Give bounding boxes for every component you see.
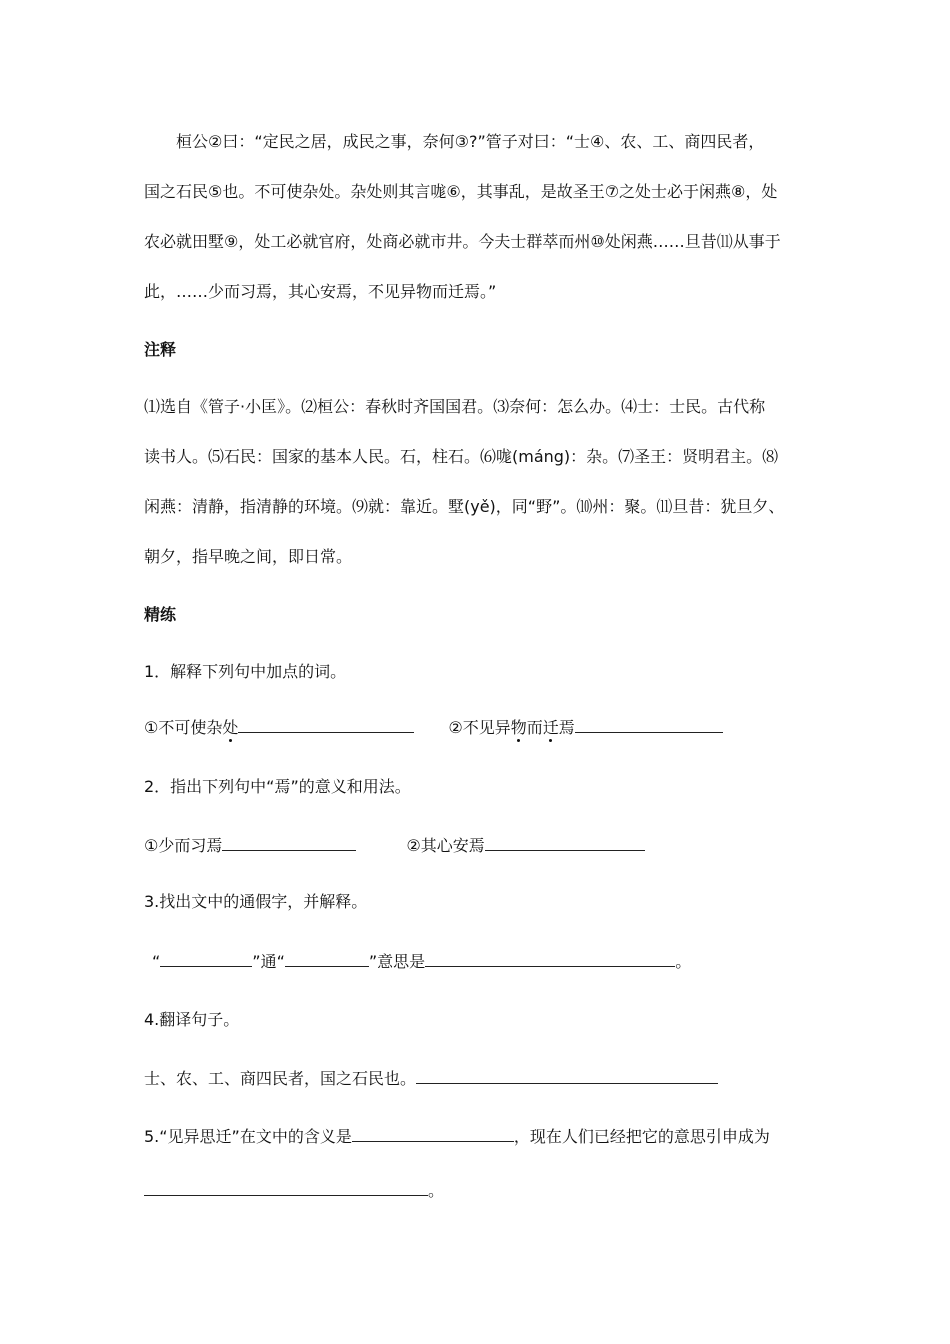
q3-meaning-blank[interactable] (425, 949, 675, 967)
q3-open-quote: “ (152, 952, 161, 971)
question-5-line-2 (144, 1178, 444, 1202)
q5-end: 。 (428, 1181, 445, 1200)
q1-b-text-post: 焉 (558, 718, 575, 737)
notes-line-4: 朝夕，指早晚之间，即日常。 (144, 547, 353, 566)
q1-b-answer-blank[interactable] (575, 715, 723, 733)
notes-line-1: ⑴选自《管子·小匡》。⑵桓公：春秋时齐国国君。⑶奈何：怎么办。⑷士：士民。古代称 (144, 397, 766, 416)
q1-a-answer-blank[interactable] (238, 715, 414, 733)
q1-b-text-mid: 而 (526, 718, 543, 737)
q3-original-char-blank[interactable] (160, 949, 252, 967)
q2-b-answer-blank[interactable] (485, 833, 645, 851)
q1-b-text: ②不见异 (448, 718, 511, 737)
question-4-prompt: 4.翻译句子。 (144, 1010, 240, 1029)
notes-heading: 注释 (144, 340, 177, 359)
q5-text-1: 5.“见异思迁”在文中的含义是 (144, 1127, 352, 1146)
q1-b-dotted-word-1: 物 (510, 718, 527, 737)
q5-meaning-blank[interactable] (352, 1124, 514, 1142)
q3-tong-text: ”通“ (252, 952, 285, 971)
q2-a-answer-blank[interactable] (222, 833, 356, 851)
q5-extended-meaning-blank[interactable] (144, 1178, 428, 1196)
question-1-prompt: 1．解释下列句中加点的词。 (144, 662, 347, 681)
q3-borrowed-char-blank[interactable] (285, 949, 369, 967)
passage-line-1: 桓公②曰：“定民之居，成民之事，奈何③?”管子对曰：“士④、农、工、商四民者， (176, 132, 765, 151)
q3-meaning-text: ”意思是 (368, 952, 426, 971)
question-2-prompt: 2．指出下列句中“焉”的意义和用法。 (144, 777, 411, 796)
notes-line-3: 闲燕：清静，指清静的环境。⑼就：靠近。墅(yě)，同“野”。⑽州：聚。⑾旦昔：犹旦夕、 (144, 497, 785, 516)
q3-end: 。 (675, 952, 692, 971)
q1-a-dotted-word: 处 (222, 718, 239, 737)
question-1-answers (144, 715, 723, 739)
passage-line-3: 农必就田墅⑨，处工必就官府，处商必就市井。今夫士群萃而州⑩处闲燕……旦昔⑾从事于 (144, 232, 781, 251)
q1-a-text: ①不可使杂 (144, 718, 223, 737)
q4-sentence: 士、农、工、商四民者，国之石民也。 (144, 1069, 417, 1088)
question-2-answers (144, 833, 645, 857)
question-3-answers (152, 949, 691, 973)
question-5-line-1 (144, 1124, 770, 1148)
passage-line-4: 此，……少而习焉，其心安焉，不见异物而迁焉。” (144, 282, 497, 301)
q2-b-text: ②其心安焉 (406, 836, 485, 855)
q5-text-2: ，现在人们已经把它的意思引申成为 (513, 1127, 770, 1146)
question-3-prompt: 3.找出文中的通假字，并解释。 (144, 892, 368, 911)
notes-line-2: 读书人。⑸石民：国家的基本人民。石，柱石。⑹哤(máng)：杂。⑺圣王：贤明君主。⑻ (144, 447, 779, 466)
passage-line-2: 国之石民⑤也。不可使杂处。杂处则其言哤⑥，其事乱，是故圣王⑦之处士必于闲燕⑧，处 (144, 182, 778, 201)
q4-translation-blank[interactable] (416, 1066, 718, 1084)
exercises-heading: 精练 (144, 605, 177, 624)
q2-a-text: ①少而习焉 (144, 836, 223, 855)
q1-b-dotted-word-2: 迁 (542, 718, 559, 737)
question-4-answer (144, 1066, 718, 1090)
